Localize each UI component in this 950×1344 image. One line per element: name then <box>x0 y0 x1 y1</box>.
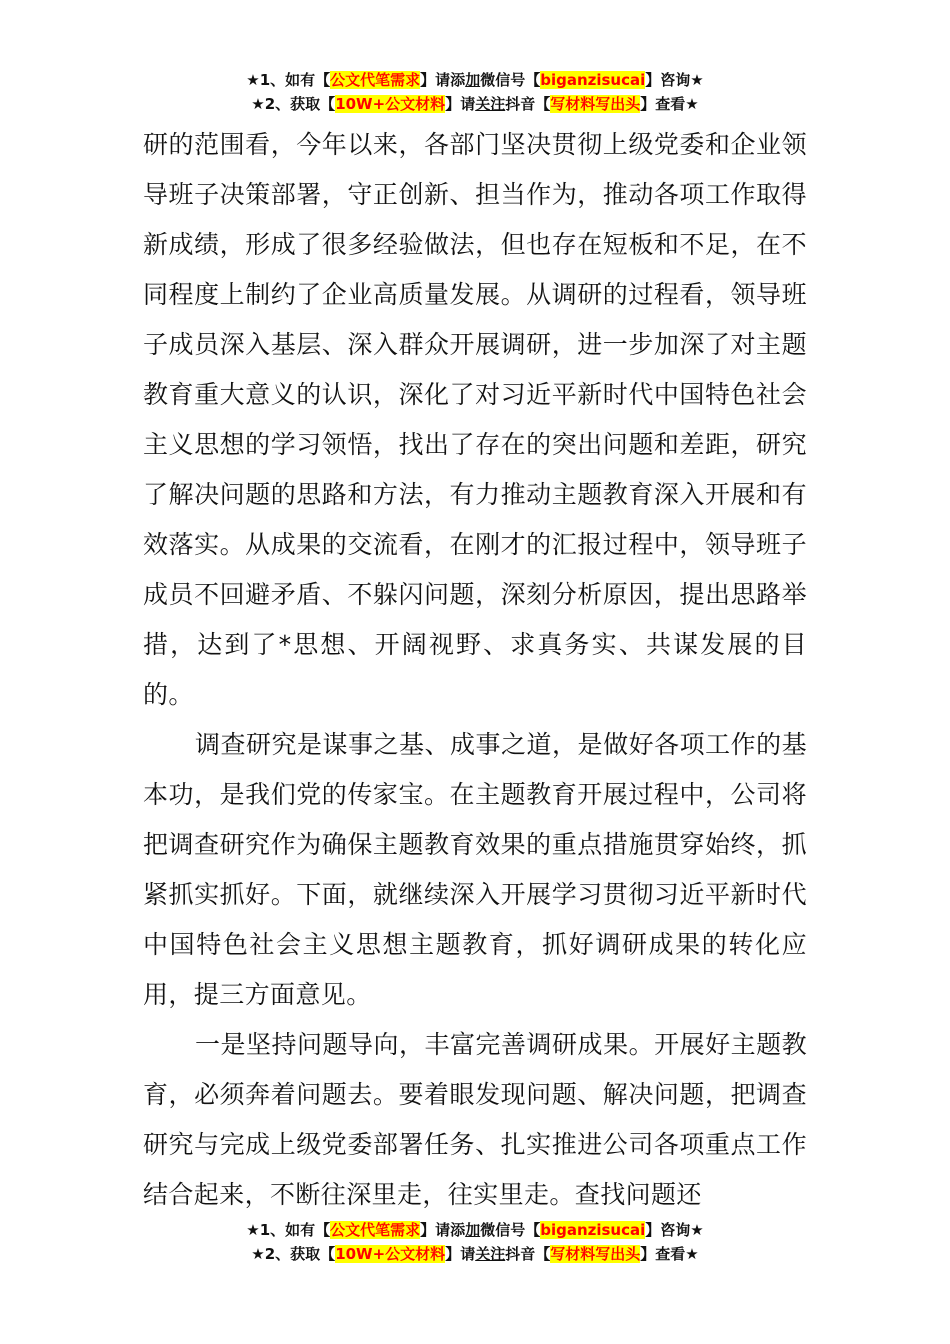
banner-text: ★1、如有【 <box>246 1221 331 1239</box>
banner-emphasis: 加 <box>465 1221 481 1239</box>
header-banner <box>0 68 950 116</box>
banner-text: 】咨询★ <box>645 1221 704 1239</box>
banner-text: 】查看★ <box>640 95 699 113</box>
banner-douyin-id: 写材料写出头 <box>550 95 641 113</box>
banner-douyin-id: 写材料写出头 <box>550 1245 641 1263</box>
banner-text: 】请 <box>445 95 476 113</box>
banner-text: ★1、如有【 <box>246 71 331 89</box>
banner-line-1 <box>0 1218 950 1242</box>
banner-wechat-id: biganzisucai <box>540 71 646 89</box>
banner-line-2 <box>0 92 950 116</box>
banner-text: 】咨询★ <box>645 71 704 89</box>
banner-text: 】查看★ <box>640 1245 699 1263</box>
banner-highlight: 公文代笔需求 <box>330 1221 421 1239</box>
banner-highlight: 10W+公文材料 <box>335 95 446 113</box>
banner-highlight: 10W+公文材料 <box>335 1245 446 1263</box>
banner-emphasis: 关注 <box>475 95 506 113</box>
banner-emphasis: 关注 <box>475 1245 506 1263</box>
document-body <box>143 120 807 1220</box>
banner-text: 】请添 <box>420 71 466 89</box>
banner-text: ★2、获取【 <box>251 95 336 113</box>
banner-text: 抖音【 <box>505 95 551 113</box>
banner-text: 抖音【 <box>505 1245 551 1263</box>
banner-text: 微信号【 <box>480 71 541 89</box>
banner-text: 微信号【 <box>480 1221 541 1239</box>
paragraph: 调查研究是谋事之基、成事之道，是做好各项工作的基本功，是我们党的传家宝。在主题教育开展过程中，公司将把调查研究作为确保主题教育效果的重点措施贯穿始终，抓紧抓实抓好。下面，就继续深入开展学习贯彻习近平新时代中国特色社会主义思想主题教育，抓好调研成果的转化应用，提三方面意见。 <box>143 730 807 1009</box>
banner-text: 】请添 <box>420 1221 466 1239</box>
banner-text: 】请 <box>445 1245 476 1263</box>
banner-emphasis: 加 <box>465 71 481 89</box>
banner-highlight: 公文代笔需求 <box>330 71 421 89</box>
paragraph: 一是坚持问题导向，丰富完善调研成果。开展好主题教育，必须奔着问题去。要着眼发现问题、解决问题，把调查研究与完成上级党委部署任务、扎实推进公司各项重点工作结合起来，不断往深里走，往实里走。查找问题还 <box>143 1030 807 1209</box>
banner-line-2 <box>0 1242 950 1266</box>
banner-text: ★2、获取【 <box>251 1245 336 1263</box>
footer-banner <box>0 1218 950 1266</box>
banner-line-1 <box>0 68 950 92</box>
paragraph: 研的范围看，今年以来，各部门坚决贯彻上级党委和企业领导班子决策部署，守正创新、担当作为，推动各项工作取得新成绩，形成了很多经验做法，但也存在短板和不足，在不同程度上制约了企业高质量发展。从调研的过程看，领导班子成员深入基层、深入群众开展调研，进一步加深了对主题教育重大意义的认识，深化了对习近平新时代中国特色社会主义思想的学习领悟，找出了存在的突出问题和差距，研究了解决问题的思路和方法，有力推动主题教育深入开展和有效落实。从成果的交流看，在刚才的汇报过程中，领导班子成员不回避矛盾、不躲闪问题，深刻分析原因，提出思路举措，达到了*思想、开阔视野、求真务实、共谋发展的目的。 <box>143 130 807 709</box>
banner-wechat-id: biganzisucai <box>540 1221 646 1239</box>
